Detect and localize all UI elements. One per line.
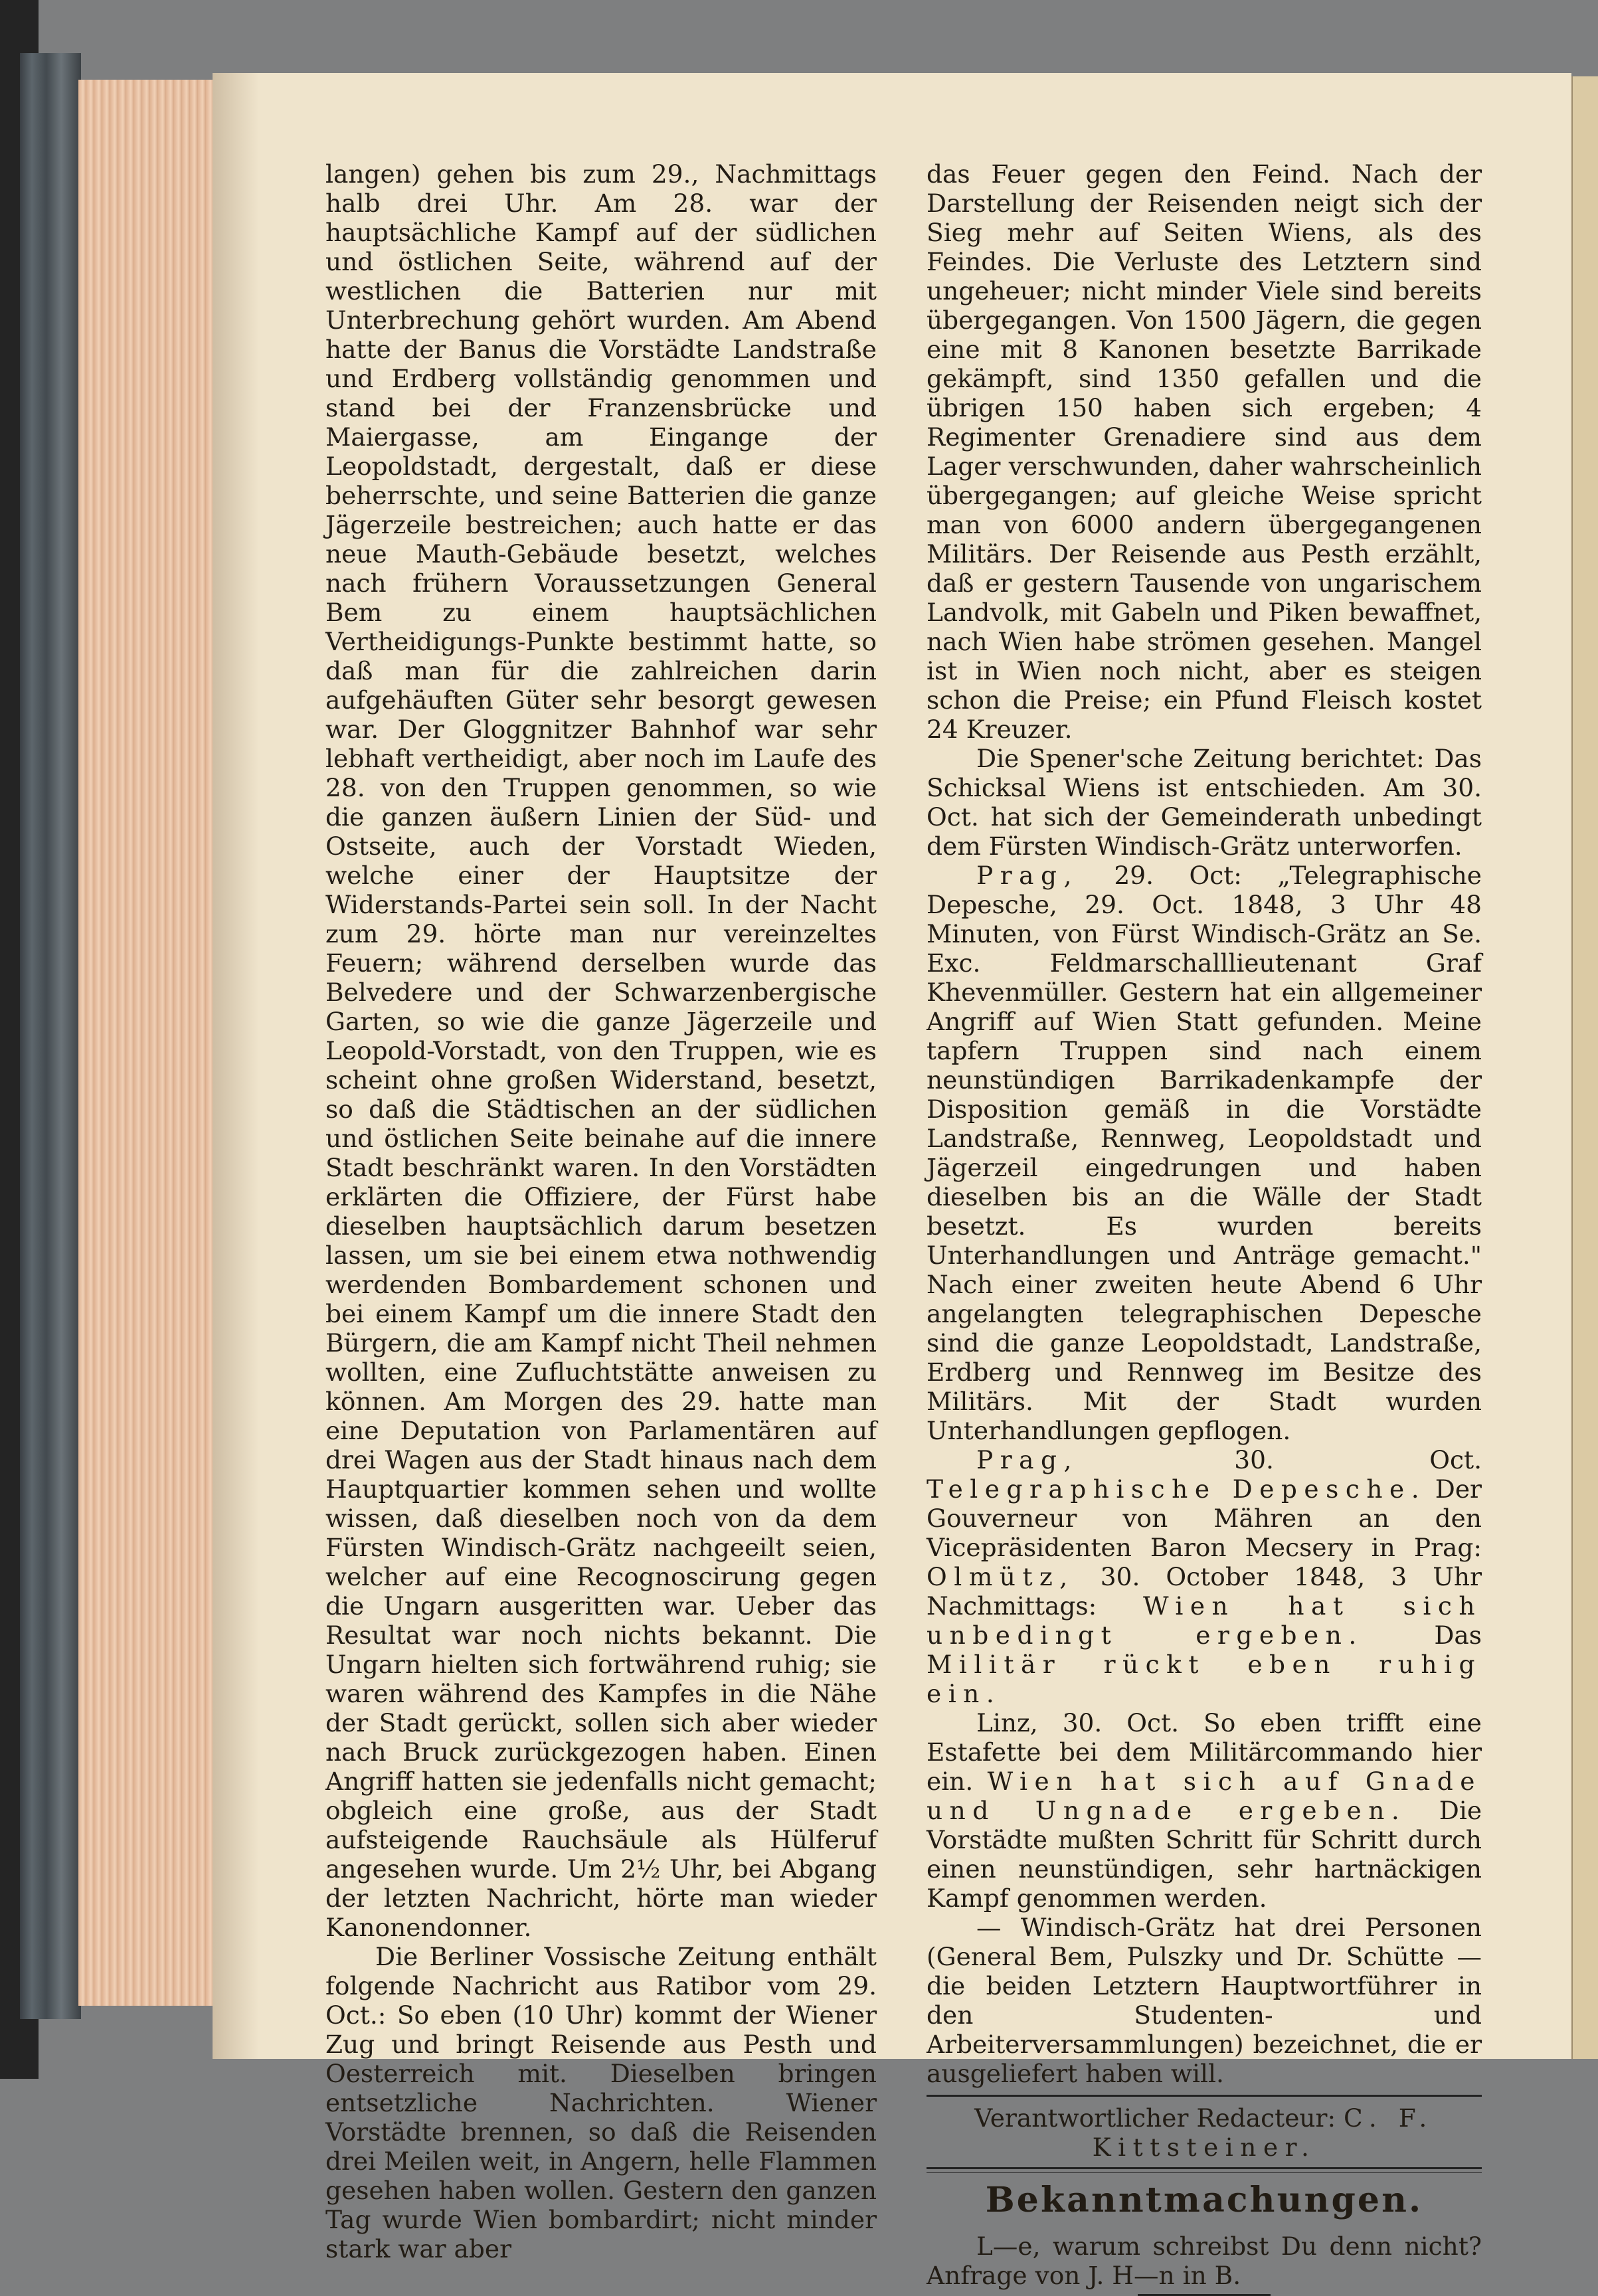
dateline-olmuetz: Olmütz,	[927, 1562, 1075, 1591]
divider	[927, 2095, 1482, 2097]
dispatch-linz-intro: Linz, 30. Oct. So eben trifft eine Estafette bei dem Militärcommando hier ein.	[927, 1708, 1482, 1796]
emphasis-gnade: Wien hat sich auf Gnade und Ungnade ergeben.	[927, 1767, 1482, 1825]
announcement-text: L—e, warum schreibst Du denn nicht? Anfrage von J. H—n in B.	[927, 2232, 1482, 2290]
gutter-shadow	[213, 73, 259, 2059]
page-stack-edges	[78, 80, 217, 2006]
article-vossische-zeitung: Die Berliner Vossische Zeitung enthält folgende Nachricht aus Ratibor vom 29. Oct.: So eben (10 Uhr) kommt der Wiener Zug und bringt Reisende aus Pesth und Oesterreich mit. Dieselben bringen entsetzliche Nachrichten. Wiener Vorstädte brennen, so daß die Reisenden drei Meilen weit, in Angern, helle Flammen gesehen haben wollen. Gestern den ganzen Tag wurde Wien bombardirt; nicht minder stark war aber	[325, 1942, 877, 2263]
dispatch-time: 30. October 1848, 3 Uhr Nachmittags:	[927, 1562, 1482, 1621]
redacteur-label: Verantwortlicher Redacteur:	[974, 2103, 1336, 2133]
book-binding	[20, 53, 81, 2019]
dateline-prag-2: Prag,	[976, 1445, 1079, 1474]
dispatch-date: 30. Oct.	[1078, 1445, 1482, 1474]
article-continuation: langen) gehen bis zum 29., Nachmittags halb drei Uhr. Am 28. war der hauptsächliche Kampf auf der südlichen und östlichen Seite, während auf der westlichen die Batterien nur mit Unterbrechung gehört wurden. Am Abend hatte der Banus die Vorstädte Landstraße und Erdberg vollständig genommen und stand bei der Franzensbrücke und Maiergasse, am Eingange der Leopoldstadt, dergestalt, daß er diese beherrschte, und seine Batterien die ganze Jägerzeile bestreichen; auch hatte er das neue Mauth-Gebäude besetzt, welches nach frühern Voraussetzungen General Bem zu einem hauptsächlichen Vertheidigungs-Punkte bestimmt hatte, so daß man für die zahlreichen darin aufgehäuften Güter sehr besorgt gewesen war. Der Gloggnitzer Bahnhof war sehr lebhaft vertheidigt, aber noch im Laufe des 28. von den Truppen genommen, so wie die ganzen äußern Linien der Süd- und Ostseite, auch der Vorstadt Wieden, welche einer der Hauptsitze der Widerstands-Partei sein soll. In der Nacht zum 29. hörte man nur vereinzeltes Feuern; während derselben wurde das Belvedere und der Schwarzenbergische Garten, so wie die ganze Jägerzeile und Leopold-Vorstadt, von den Truppen, wie es scheint ohne großen Widerstand, besetzt, so daß die Städtischen an der südlichen und östlichen Seite beinahe auf die innere Stadt beschränkt waren. In den Vorstädten erklärten die Offiziere, der Fürst habe dieselben hauptsächlich darum besetzen lassen, um sie bei einem etwa nothwendig werdenden Bombardement schonen und bei einem Kampf um die innere Stadt den Bürgern, die am Kampf nicht Theil nehmen wollten, eine Zufluchtstätte anweisen zu können. Am Morgen des 29. hatte man eine Deputation von Parlamentären auf drei Wagen aus der Stadt hinaus nach dem Hauptquartier kommen sehen und wollte wissen, daß dieselben noch von da dem Fürsten Windisch-Grätz nachgeeilt seien, welcher auf eine Recognoscirung gegen die Ungarn ausgeritten war. Ueber das Resultat war noch nichts bekannt. Die Ungarn hielten sich fortwährend ruhig; sie waren während des Kampfes in die Nähe der Stadt gerückt, sollen sich aber wieder nach Bruck zurückgezogen haben. Einen Angriff hatten sie jedenfalls nicht gemacht; obgleich eine große, aus der Stadt aufsteigende Rauchsäule als Hülferuf angesehen wurde. Um 2½ Uhr, bei Abgang der letzten Nachricht, hörte man wieder Kanonendonner.	[325, 159, 877, 1942]
dispatch-linz	[927, 1708, 1482, 1913]
article-continuation-right: das Feuer gegen den Feind. Nach der Darstellung der Reisenden neigt sich der Sieg mehr auf Seiten Wiens, als des Feindes. Die Verluste des Letztern sind ungeheuer; nicht minder Viele sind bereits übergegangen. Von 1500 Jägern, die gegen eine mit 8 Kanonen besetzte Barrikade gekämpft, sind 1350 gefallen und die übrigen 150 haben sich ergeben; 4 Regimenter Grenadiere sind aus dem Lager verschwunden, daher wahrscheinlich übergegangen; auf gleiche Weise spricht man von 6000 andern übergegangenen Militärs. Der Reisende aus Pesth erzählt, daß er gestern Tausende von ungarischem Landvolk, mit Gabeln und Piken bewaffnet, nach Wien habe strömen gesehen. Mangel ist in Wien noch nicht, aber es steigen schon die Preise; ein Pfund Fleisch kostet 24 Kreuzer.	[927, 159, 1482, 744]
dispatch-connector: Das	[1363, 1621, 1482, 1650]
dispatch-linz-text: Die Vorstädte mußten Schritt für Schritt durch einen neunstündigen, sehr hartnäckigen Kampf genommen werden.	[927, 1796, 1482, 1913]
telegraph-heading: Telegraphische Depesche.	[927, 1474, 1427, 1504]
dispatch-text: Der Gouverneur von Mähren an den Vicepräsidenten Baron Mecsery in Prag:	[927, 1474, 1482, 1562]
announcements-heading: Bekanntmachungen.	[985, 2180, 1423, 2220]
redacteur-line	[927, 2103, 1482, 2162]
left-column	[325, 159, 877, 2263]
windischgraetz-note: — Windisch-Grätz hat drei Personen (General Bem, Pulszky und Dr. Schütte — die beiden Letztern Hauptwortführer in den Studenten- und Arbeiterversammlungen) bezeichnet, die er ausgeliefert haben will.	[927, 1913, 1482, 2088]
redacteur-name: C. F. Kittsteiner.	[1092, 2103, 1434, 2162]
double-divider	[927, 2167, 1482, 2173]
right-column	[927, 159, 1482, 2296]
dispatch-prag-30	[927, 1445, 1482, 1708]
dispatch-prag-29	[927, 861, 1482, 1445]
dispatch-prag-29-text: 29. Oct: „Telegraphische Depesche, 29. Oct. 1848, 3 Uhr 48 Minuten, von Fürst Windisch-Grätz an Se. Exc. Feldmarschalllieutenant Graf Khevenmüller. Gestern hat ein allgemeiner Angriff auf Wien Statt gefunden. Meine tapfern Truppen sind nach einem neunstündigen Barrikadenkampfe der Disposition gemäß in die Vorstädte Landstraße, Rennweg, Leopoldstadt und Jägerzeil eingedrungen und haben dieselben bis an die Wälle der Stadt besetzt. Es wurden bereits Unterhandlungen und Anträge gemacht." Nach einer zweiten heute Abend 6 Uhr angelangten telegraphischen Depesche sind die ganze Leopoldstadt, Landstraße, Erdberg und Rennweg im Besitze des Militärs. Mit der Stadt wurden Unterhandlungen gepflogen.	[927, 861, 1482, 1445]
dateline-prag: Prag,	[976, 861, 1079, 890]
emphasis-wien-ergeben: Wien hat sich unbedingt ergeben.	[927, 1591, 1482, 1650]
next-page-edge	[1571, 76, 1598, 2059]
article-spenersche-zeitung: Die Spener'sche Zeitung berichtet: Das Schicksal Wiens ist entschieden. Am 30. Oct. hat sich der Gemeinderath unbedingt dem Fürsten Windisch-Grätz unterworfen.	[927, 744, 1482, 861]
emphasis-militaer: Militär rückt eben ruhig ein.	[927, 1650, 1482, 1708]
